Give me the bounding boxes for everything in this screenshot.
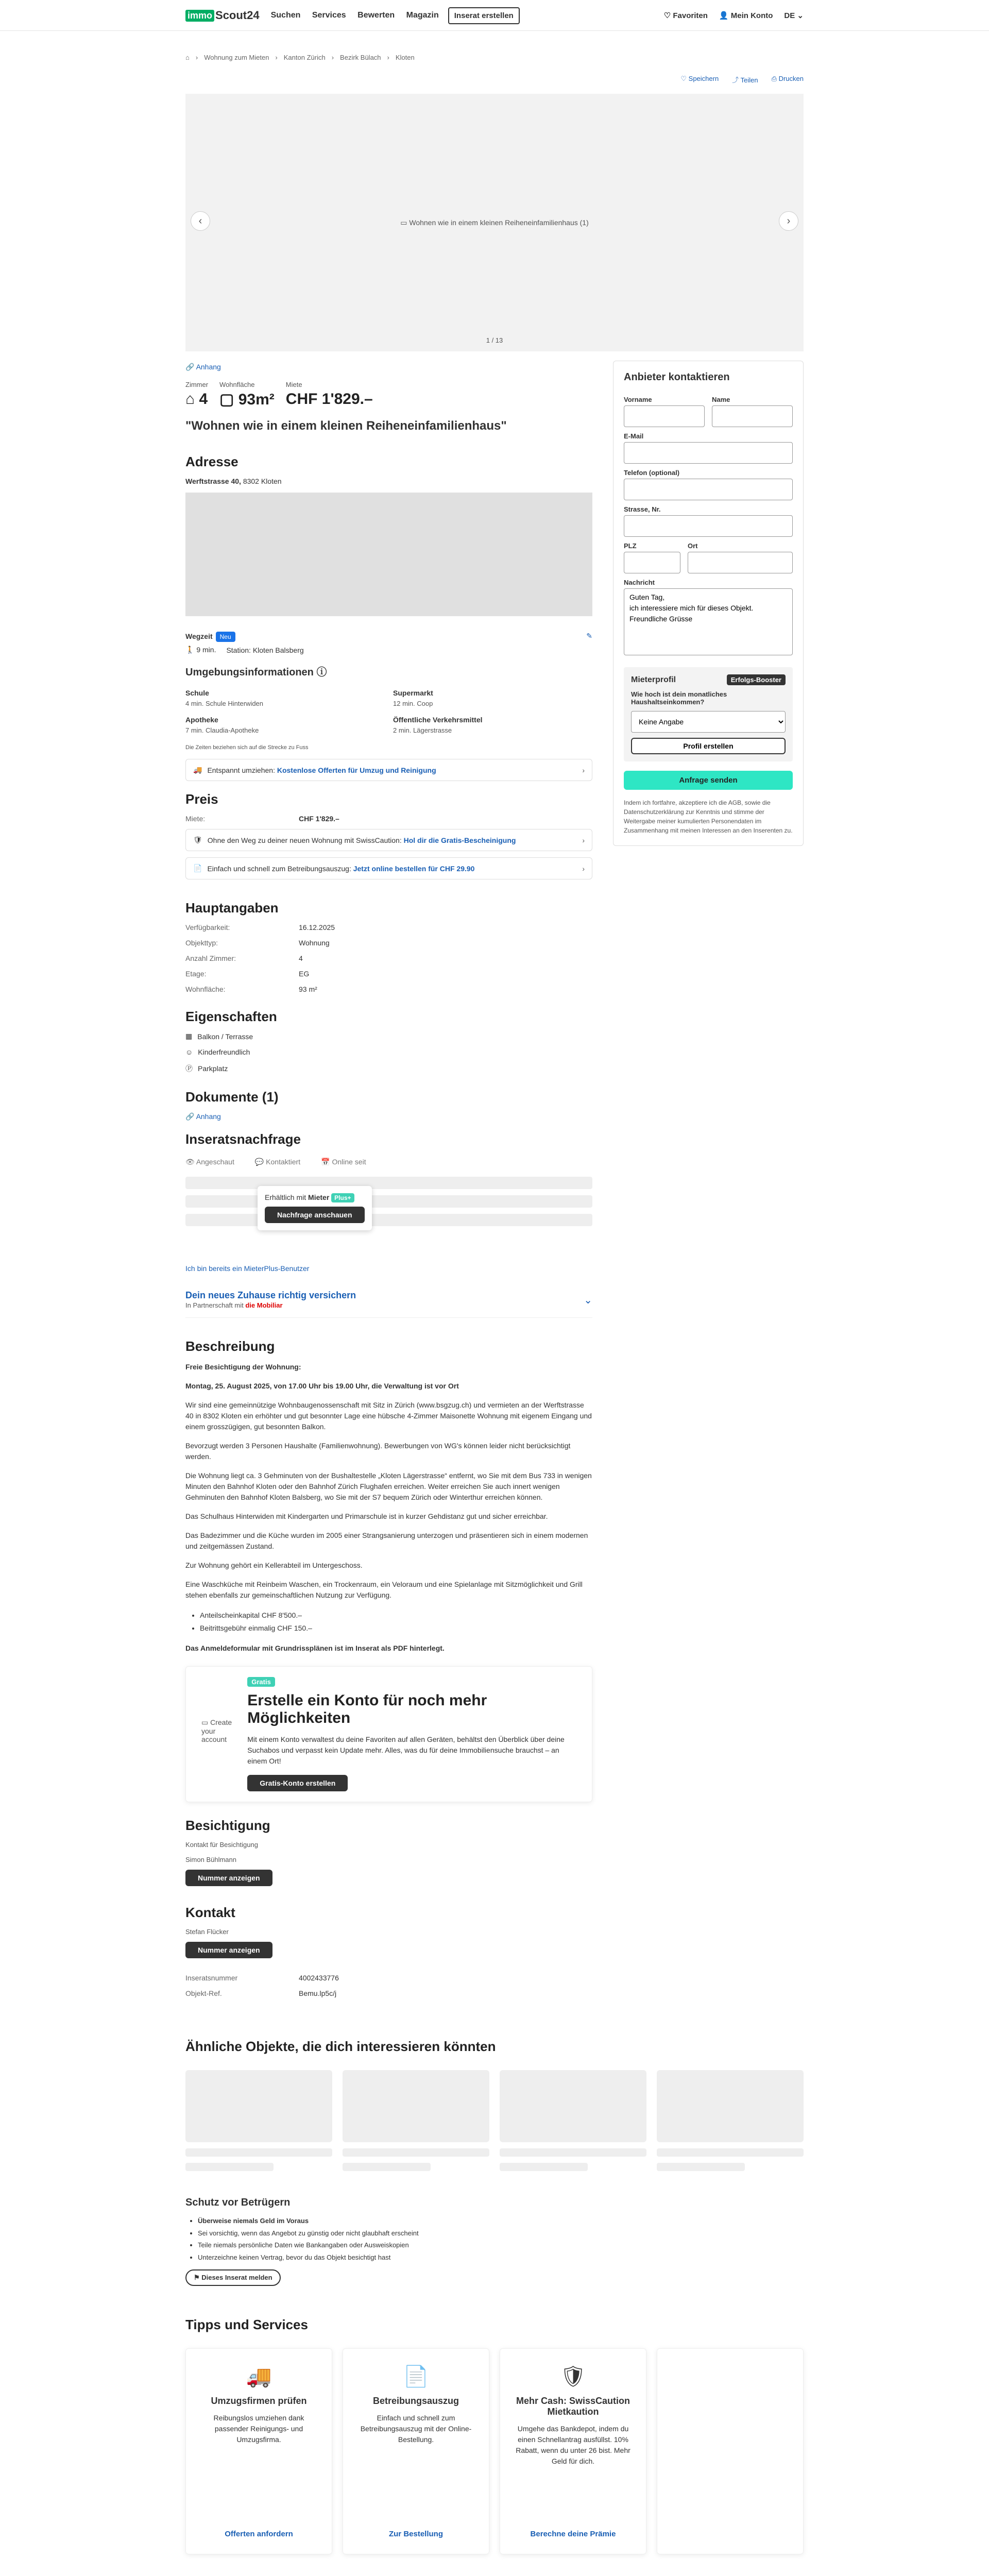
tip-card: 🛡 Mehr Cash: SwissCaution Mietkaution Umgehe das Bankdepot, indem du einen Schnellantrag ausfüllst. 10% Rabatt, wenn du unter 26 bist. Mehr Geld für dich. Berechne deine Prämie — [500, 2348, 646, 2554]
insurance-accordion[interactable]: Dein neues Zuhause richtig versichern In Partnerschaft mit die Mobiliar ⌄ — [185, 1283, 592, 1318]
key-fact-rooms: Zimmer ⌂ 4 — [185, 381, 209, 408]
key-fact-rent: Miete CHF 1'829.– — [285, 381, 373, 408]
shield-icon: 🛡 — [560, 2365, 586, 2388]
share-button[interactable]: ⤴ Teilen — [732, 76, 758, 84]
gallery-prev-icon[interactable]: ‹ — [191, 211, 210, 231]
free-tag: Gratis — [247, 1677, 275, 1687]
price-heading: Preis — [185, 791, 218, 807]
tenant-profile-box: Mieterprofil Erfolgs-Booster Wie hoch ist dein monatliches Haushaltseinkommen? Keine Angabe Profil erstellen — [624, 667, 793, 761]
message-textarea[interactable] — [624, 588, 793, 655]
tip-card — [657, 2348, 804, 2554]
feature-item: ▦ Balkon / Terrasse — [185, 1032, 253, 1041]
listing-title: "Wohnen wie in einem kleinen Reiheneinfamilienhaus" — [185, 419, 507, 433]
tip-link[interactable]: Offerten anfordern — [225, 2529, 293, 2538]
chevron-down-icon: ⌄ — [797, 11, 804, 20]
city-input[interactable] — [688, 552, 793, 573]
tip-link[interactable]: Berechne deine Prämie — [530, 2529, 616, 2538]
success-booster-badge: Erfolgs-Booster — [727, 674, 786, 685]
inquiry-tabs — [185, 1158, 592, 1166]
breadcrumb-item[interactable]: Bezirk Bülach — [340, 54, 381, 61]
account-image: ▭ Create your account — [201, 1718, 232, 1744]
chevron-right-icon: › — [582, 766, 585, 774]
top-header — [0, 0, 989, 31]
street-input[interactable] — [624, 515, 793, 537]
create-account-button[interactable]: Gratis-Konto erstellen — [247, 1775, 348, 1791]
similar-card[interactable] — [185, 2070, 332, 2171]
new-badge: Neu — [216, 632, 235, 642]
contact-name: Stefan Flücker — [185, 1928, 229, 1936]
phone-input[interactable] — [624, 479, 793, 500]
debt-extract-promo[interactable]: 📄 Einfach und schnell zum Betreibungsauszug: Jetzt online bestellen für CHF 29.90 › — [185, 857, 592, 879]
description-body: Freie Besichtigung der Wohnung: Montag, 25. August 2025, von 17.00 Uhr bis 19.00 Uhr, die Verwaltung ist vor Ort Wir sind eine gemeinnützige Wohnbaugenossenschaft mit Sitz in Zürich (www.bsgzug.ch) und vermieten an der Werftstrasse 40 in 8302 Kloten ein erhöhter und gut besonnter Lage eine hübsche 4-Zimmer Maisonette Wohnung mit eigenem Eingang und einem grosszügigen, gut besonnten Balkon. Bevorzugt werden 3 Personen Haushalte (Familienwohnung). Bewerbungen von WG's können leider nicht berücksichtigt werden. Die Wohnung liegt ca. 3 Gehminuten von der Bushaltestelle „Kloten Lägerstrasse“ entfernt, wo Sie mit dem Bus 733 in wenigen Minuten den Bahnhof Kloten oder den Bahnhof Zürich Flughafen erreichen. Weiter erreichen Sie auch innert wenigen Gehminuten den Bahnhof Kloten Balsberg, wo Sie mit der S7 bequem Zürich oder Winterthur erreichen können. Das Schulhaus Hinterwiden mit Kindergarten und Primarschule ist in kurzer Gehdistanz gut und sicher erreichbar. Das Badezimmer und die Küche wurden im 2005 einer Strangsanierung unterzogen und präsentieren sich in einem modernen und zeitgemässen Zustand. Zur Wohnung gehört ein Kellerabteil im Untergeschoss. Eine Waschküche mit Reinbeim Waschen, ein Trockenraum, ein Veloraum und eine Spielanlage mit Sitzmöglichkeit und Grill stehen ebenfalls zur gemeinschaftlichen Nutzung zur Verfügung. • Anteilscheinkapital CHF 8'500.– • Beitrittsgebühr einmalig CHF 150.– Das Anmeldeformular mit Grundrissplänen ist im Inserat als PDF hinterlegt. — [185, 1362, 592, 1654]
key-fact-area: Wohnfläche ▢ 93m² — [219, 381, 275, 408]
account-promo-card: ▭ Create your account Gratis Erstelle ein Konto für noch mehr Möglichkeiten Mit einem Konto verwaltest du deine Favoriten auf allen Geräten, behältst den Überblick über deine Suchabos und verpasst kein Update mehr. Alles, was du für deine Immobiliensuche brauchst – an einem Ort! Gratis-Konto erstellen — [185, 1666, 592, 1802]
terms-text: Indem ich fortfahre, akzeptiere ich die AGB, sowie die Datenschutzerklärung zur Kenntnis und stimme der Weitergabe meiner kumulierten Personendaten im Zusammenhang mit meinen Interessen an den Inserenten zu. — [624, 799, 793, 834]
breadcrumb-item[interactable]: Kanton Zürich — [283, 54, 326, 61]
document-link[interactable]: 🔗 Anhang — [185, 1112, 221, 1121]
image-gallery[interactable] — [185, 94, 804, 351]
zip-input[interactable] — [624, 552, 680, 573]
main-info-heading: Hauptangaben — [185, 900, 279, 916]
favorites-link[interactable]: ♡ Favoriten — [663, 11, 708, 20]
form-heading: Anbieter kontaktieren — [624, 371, 730, 383]
tip-link[interactable]: Zur Bestellung — [388, 2529, 443, 2538]
contact-form: Anbieter kontaktieren Vorname Name E-Mail Telefon (optional) Strasse, Nr. PLZ Ort Nachricht Guten Tag, ich interessiere mich für dieses Objekt. Freundliche Grüsse Mieterprofil Erfolgs-Booster Wie hoch ist dein monatliches Haushaltseinkommen? Keine Angabe Profil erstellen Anfrage senden Indem ich fortfahre, akzeptiere ich die AGB, sowie die Datenschutzerklärung zur Kenntnis und stimme der Weitergabe meiner kumulierten Personendaten im Zusammenhang mit meinen Interessen an den Inserenten zu. — [613, 361, 804, 846]
parking-icon: Ⓟ — [185, 1064, 193, 1073]
moving-promo[interactable]: 🚚 Entspannt umziehen: Kostenlose Offerten für Umzug und Reinigung › — [185, 759, 592, 781]
key-facts — [185, 381, 592, 409]
similar-listings — [185, 2070, 804, 2171]
tab-contacted: 💬 Kontaktiert — [254, 1158, 301, 1166]
child-icon: ☺ — [185, 1048, 193, 1056]
similar-card[interactable] — [343, 2070, 489, 2171]
mobiliar-logo: die Mobiliar — [245, 1301, 283, 1309]
chevron-down-icon: ⌄ — [584, 1295, 592, 1306]
show-number-button[interactable]: Nummer anzeigen — [185, 1942, 272, 1958]
fraud-section: Schutz vor Betrügern • Überweise niemals Geld im Voraus • Sei vorsichtig, wenn das Angebot zu günstig oder nicht glaubhaft erscheint • Teile niemals persönliche Daten wie Bankangaben oder Ausweiskopien • Unterzeichne keinen Vertrag, bevor du das Objekt besichtigt hast ⚑ Dieses Inserat melden — [185, 2197, 804, 2286]
nav-services[interactable]: Services — [312, 11, 346, 20]
similar-card[interactable] — [500, 2070, 646, 2171]
map[interactable] — [185, 493, 592, 616]
breadcrumb-item[interactable]: Kloten — [395, 54, 415, 61]
address-text: Werftstrasse 40, 8302 Kloten — [185, 477, 282, 485]
description-heading: Beschreibung — [185, 1338, 275, 1354]
chevron-right-icon: › — [582, 836, 585, 844]
last-name-input[interactable] — [712, 405, 793, 427]
nav-bewerten[interactable]: Bewerten — [357, 11, 395, 20]
main-nav — [271, 11, 448, 20]
feature-item: ☺ Kinderfreundlich — [185, 1048, 250, 1056]
sidebar — [613, 361, 804, 2013]
logo[interactable]: immo Scout24 — [185, 9, 260, 22]
document-icon: 📄 — [193, 864, 202, 872]
create-profile-button[interactable]: Profil erstellen — [631, 738, 786, 754]
gallery-image: ▭ Wohnen wie in einem kleinen Reiheneinfamilienhaus (1) — [400, 218, 589, 227]
first-name-input[interactable] — [624, 405, 705, 427]
report-listing-button[interactable]: ⚑ Dieses Inserat melden — [185, 2269, 281, 2286]
inquiry-heading: Inseratsnachfrage — [185, 1131, 301, 1147]
print-button[interactable]: ⎙ Drucken — [771, 75, 804, 82]
tip-card: 📄 Betreibungsauszug Einfach und schnell zum Betreibungsauszug mit der Online-Bestellung. Zur Bestellung — [343, 2348, 489, 2554]
listing-ids: Inseratsnummer 4002433776 Objekt-Ref. Bemu.lp5c/j — [185, 1974, 339, 1998]
truck-icon: 🚚 — [246, 2365, 272, 2388]
language-select[interactable]: DE ⌄ — [784, 11, 804, 20]
shield-icon: 🛡 — [193, 836, 202, 844]
contact-heading: Kontakt — [185, 1905, 235, 1921]
route-info: 🚶 9 min. Station: Kloten Balsberg — [185, 646, 304, 654]
nav-magazin[interactable]: Magazin — [406, 11, 439, 20]
create-listing-button[interactable]: Inserat erstellen — [448, 7, 520, 24]
gallery-counter: 1 / 13 — [486, 336, 503, 344]
email-input[interactable] — [624, 442, 793, 464]
breadcrumb-item[interactable]: Wohnung zum Mieten — [204, 54, 269, 61]
price-table: Miete: CHF 1'829.– — [185, 815, 339, 823]
inquiry-blurred — [185, 1177, 592, 1254]
home-icon[interactable]: ⌂ — [185, 54, 190, 61]
gallery-next-icon[interactable]: › — [779, 211, 798, 231]
listing-actions — [185, 75, 804, 94]
similar-heading: Ähnliche Objekte, die dich interessieren könnten — [185, 2039, 496, 2055]
attachment-link[interactable]: 🔗 Anhang — [185, 363, 221, 371]
document-icon: 📄 — [403, 2365, 429, 2388]
tab-viewed: 👁 Angeschaut — [185, 1158, 234, 1166]
send-inquiry-button[interactable]: Anfrage senden — [624, 771, 793, 790]
info-icon[interactable]: ⓘ — [316, 667, 327, 678]
caution-promo[interactable]: 🛡 Ohne den Weg zu deiner neuen Wohnung mit SwissCaution: Hol dir die Gratis-Bescheinigung › — [185, 829, 592, 851]
route-label: Wegzeit — [185, 632, 213, 640]
environment-grid: Schule 4 min. Schule Hinterwiden Supermarkt 12 min. Coop Apotheke 7 min. Claudia-Apotheke Öffentliche Verkehrsmittel 2 min. Lägerstrasse — [185, 689, 483, 734]
viewing-contact-name: Simon Bühlmann — [185, 1856, 236, 1864]
show-number-button[interactable]: Nummer anzeigen — [185, 1870, 272, 1886]
tips-heading: Tipps und Services — [185, 2316, 308, 2332]
mieterplus-overlay: Erhältlich mit Mieter Plus+ Nachfrage anschauen — [258, 1186, 372, 1230]
tip-card: 🚚 Umzugsfirmen prüfen Reibungslos umziehen dank passender Reinigungs- und Umzugsfirma. Offerten anfordern — [185, 2348, 332, 2554]
nav-suchen[interactable]: Suchen — [270, 11, 301, 20]
truck-icon: 🚚 — [193, 766, 202, 774]
chevron-right-icon: › — [582, 864, 585, 873]
main-info-table: Verfügbarkeit: 16.12.2025 Objekttyp: Wohnung Anzahl Zimmer: 4 Etage: EG Wohnfläche: 93 m² — [185, 923, 335, 993]
save-button[interactable]: ♡ Speichern — [680, 75, 719, 82]
tips-grid — [185, 2348, 804, 2554]
tab-online-since: 📅 Online seit — [321, 1158, 366, 1166]
viewing-heading: Besichtigung — [185, 1818, 270, 1834]
heart-icon: ♡ — [663, 11, 671, 20]
user-icon: 👤 — [719, 11, 729, 20]
account-link[interactable]: 👤 Mein Konto — [719, 11, 773, 20]
breadcrumb: ⌂ › Wohnung zum Mieten › Kanton Zürich › Bezirk Bülach › Kloten — [185, 54, 415, 61]
edit-icon[interactable]: ✎ — [586, 632, 592, 640]
view-inquiry-button[interactable]: Nachfrage anschauen — [265, 1207, 365, 1223]
similar-card[interactable] — [657, 2070, 804, 2171]
features-heading: Eigenschaften — [185, 1009, 277, 1024]
mieterplus-user-link[interactable]: Ich bin bereits ein MieterPlus-Benutzer — [185, 1264, 310, 1273]
feature-item: Ⓟ Parkplatz — [185, 1064, 228, 1073]
environment-heading: Umgebungsinformationen ⓘ — [185, 667, 327, 678]
address-heading: Adresse — [185, 454, 238, 469]
income-select[interactable] — [631, 711, 786, 733]
documents-heading: Dokumente (1) — [185, 1089, 279, 1105]
balcony-icon: ▦ — [185, 1032, 193, 1040]
main-content: 🔗 Anhang Zimmer ⌂ 4 Wohnfläche ▢ 93m² Miete CHF 1'829.– "Wohnen wie in einem kleinen Reiheneinfamilienhaus" Adresse Werftstrasse 40, 8302 Kloten Wegzeit Neu ✎ 🚶 9 min. Station: Kloten Balsberg Umgebungsinformationen ⓘ Schule 4 min. Schule Hinterwiden Supermarkt 12 min. Coop Apotheke 7 min. Claudia-Apotheke Öffentliche Verkehrsmittel 2 min. Lägerstrasse Die Zeiten beziehen sich auf die Strecke zu Fuss 🚚 Entspannt umziehen: Kostenlose Offerten für Umzug und Reinigung › Preis Miete: CHF 1'829.– 🛡 Ohne den Weg zu deiner neuen Wohnung mit SwissCaution: Hol dir die Gratis-Bescheinigung › 📄 Einfach und schnell zum Betreibungsauszug: Jetzt online bestellen für CHF 29.90 › Hauptangaben Verfügbarkeit: 16.12.2025 Objekttyp: Wohnung Anzahl Zimmer: 4 Etage: EG Wohnfläche: 93 m² Eigenschaften ▦ Balkon / Terrasse ☺ Kinderfreundlich Ⓟ Parkplatz Dokumente (1) 🔗 Anhang Inseratsnachfrage 👁 Angeschaut 💬 Kontaktiert 📅 Online seit Erhältlich mit Mieter Plus+ Nachfrage anschauen Ich bin bereits ein MieterPlus-Benutzer Dein neues Zuhause richtig versichern In Partnerschaft mit die Mobiliar ⌄ Beschreibung Freie Besichtigung der Wohnung: Montag, 25. August 2025, von 17.00 Uhr bis 19.00 Uhr, die Verwaltung ist vor Ort Wir sind eine gemeinnützige Wohnbaugenossenschaft mit Sitz in Zürich (www.bsgzug.ch) und vermieten an der Werftstrasse 40 in 8302 Kloten ein erhöhter und gut besonnter Lage eine hübsche 4-Zimmer Maisonette Wohnung mit eigenem Eingang und einem grosszügigen, gut besonnten Balkon. Bevorzugt werden 3 Personen Haushalte (Familienwohnung). Bewerbungen von WG's können leider nicht berücksichtigt werden. Die Wohnung liegt ca. 3 Gehminuten von der Bushaltestelle „Kloten Lägerstrasse“ entfernt, wo Sie mit dem Bus 733 in wenigen Minuten den Bahnhof Kloten oder den Bahnhof Zürich Flughafen erreichen. Weiter erreichen Sie auch innert wenigen Gehminuten den Bahnhof Kloten Balsberg, wo Sie mit der S7 bequem Zürich oder Winterthur erreichen können. Das Schulhaus Hinterwiden mit Kindergarten und Primarschule ist in kurzer Gehdistanz gut und sicher erreichbar. Das Badezimmer und die Küche wurden im 2005 einer Strangsanierung unterzogen und präsentieren sich in einem modernen und zeitgemässen Zustand. Zur Wohnung gehört ein Kellerabteil im Untergeschoss. Eine Waschküche mit Reinbeim Waschen, ein Trockenraum, ein Veloraum und eine Spielanlage mit Sitzmöglichkeit und Grill stehen ebenfalls zur gemeinschaftlichen Nutzung zur Verfügung. • Anteilscheinkapital CHF 8'500.– • Beitrittsgebühr einmalig CHF 150.– Das Anmeldeformular mit Grundrissplänen ist im Inserat als PDF hinterlegt. ▭ Create your account Gratis Erstelle ein Konto für noch mehr Möglichkeiten Mit einem Konto verwaltest du deine Favoriten auf allen Geräten, behältst den Überblick über deine Suchabos und verpasst kein Update mehr. Alles, was du für deine Immobiliensuche brauchst – an einem Ort! Gratis-Konto erstellen Besichtigung Kontakt für Besichtigung Simon Bühlmann Nummer anzeigen Kontakt Stefan Flücker Nummer anzeigen Inseratsnummer 4002433776 Objekt-Ref. Bemu.lp5c/j — [185, 361, 592, 2013]
